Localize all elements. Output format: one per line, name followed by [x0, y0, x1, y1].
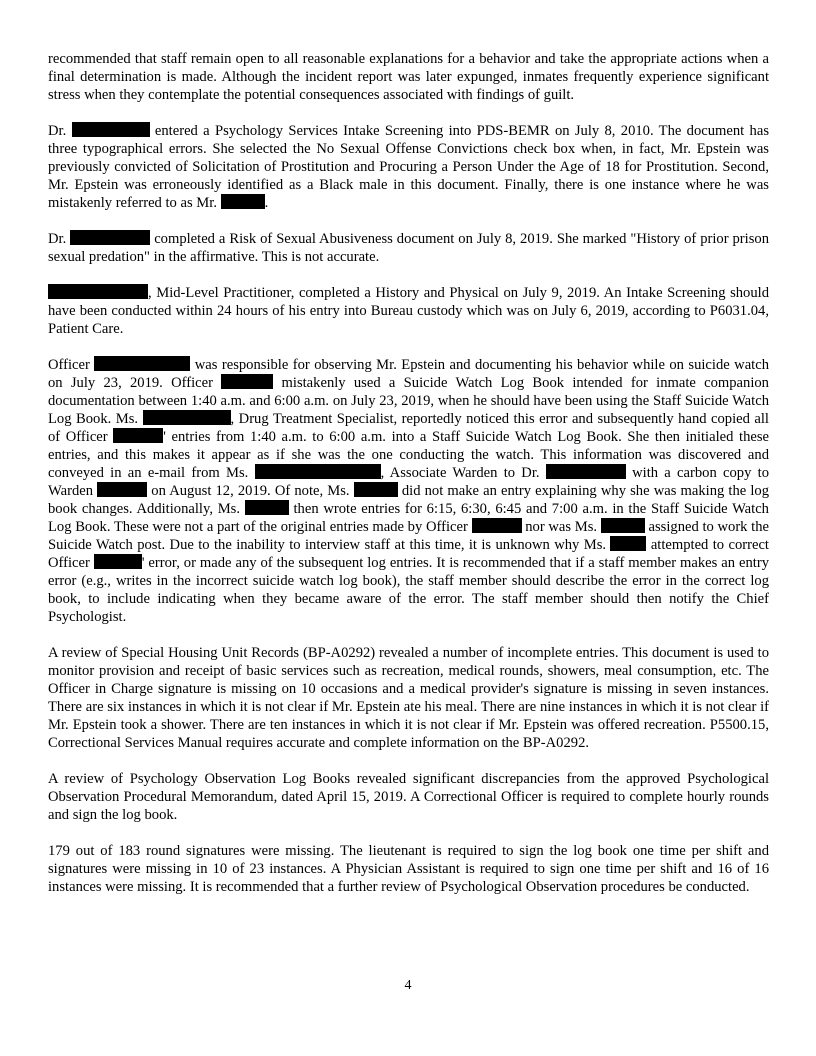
redaction-bar: [245, 500, 289, 515]
text-span: , Drug Treatment Specialist, reportedly noticed this error and subsequently hand copied all of Officer: [48, 411, 769, 445]
text-span: Dr.: [48, 231, 67, 247]
text-span: entered a Psychology Services Intake Screening into PDS-BEMR on July 8, 2010. The document has three typographical errors. She selected the No Sexual Offense Convictions check box when, in fact, Mr. Epstein was previously convicted of Solicitation of Prostitution and Procuring a Person Under the Age of 18 for Prostitution. Second, Mr. Epstein was erroneously identified as a Black male in this document. Finally, there is one instance where he was mistakenly referred to as Mr.: [48, 123, 769, 211]
paragraph-6: A review of Special Housing Unit Records (BP-A0292) revealed a number of incomplete entries. This document is used to monitor provision and receipt of basic services such as recreation, medical rounds, showers, meal consumption, etc. The Officer in Charge signature is missing on 10 occasions and a medical provider's signature is missing in seven instances. There are six instances in which it is not clear if Mr. Epstein ate his meal. There are nine instances in which it is not clear if Mr. Epstein took a shower. There are ten instances in which it is not clear if Mr. Epstein was offered recreation. P5500.15, Correctional Services Manual requires accurate and complete information on the BP-A0292.: [48, 645, 769, 751]
text-span: Officer: [48, 357, 90, 373]
redaction-bar: [113, 428, 163, 443]
paragraph-3: [48, 230, 769, 266]
text-span: , Mid-Level Practitioner, completed a History and Physical on July 9, 2019. An Intake Screening should have been conducted within 24 hours of his entry into Bureau custody which was on July 6, 2019, according to P6031.04, Patient Care.: [48, 285, 769, 337]
text-span: , Associate Warden to Dr.: [380, 465, 540, 481]
text-span: with a carbon copy to Warden: [48, 465, 769, 499]
text-span: then wrote entries for 6:15, 6:30, 6:45 and 7:00 a.m. in the Staff Suicide Watch Log Book. These were not a part of the original entries made by Officer: [48, 501, 769, 535]
redaction-bar: [221, 374, 273, 389]
paragraph-5: [48, 356, 769, 626]
redaction-bar: [601, 518, 645, 533]
text-span: was responsible for observing Mr. Epstein and documenting his behavior while on suicide watch on July 23, 2019. Officer: [48, 357, 769, 391]
redaction-bar: [472, 518, 522, 533]
text-span: assigned to work the Suicide Watch post. Due to the inability to interview staff at this time, it is unknown why Ms.: [48, 519, 770, 553]
paragraph-4: [48, 284, 769, 338]
paragraph-2: [48, 122, 769, 212]
page-number: 4: [404, 978, 412, 993]
paragraph-7: A review of Psychology Observation Log Books revealed significant discrepancies from the approved Psychological Observation Procedural Memorandum, dated April 15, 2019. A Correctional Officer is required to complete hourly rounds and sign the log book.: [48, 771, 769, 823]
redaction-bar: [97, 482, 147, 497]
text-span: Dr.: [48, 123, 67, 139]
redaction-bar: [354, 482, 398, 497]
redaction-bar: [72, 122, 150, 137]
redaction-bar: [70, 230, 150, 245]
paragraph-8: 179 out of 183 round signatures were missing. The lieutenant is required to sign the log book one time per shift and signatures were missing in 10 of 23 instances. A Physician Assistant is required to sign one time per shift and 16 of 16 instances were missing. It is recommended that a further review of Psychological Observation procedures be conducted.: [48, 843, 769, 895]
text-span: .: [264, 195, 269, 211]
text-span: attempted to correct Officer: [48, 537, 769, 571]
text-span: nor was Ms.: [525, 519, 598, 535]
text-span: ' entries from 1:40 a.m. to 6:00 a.m. into a Staff Suicide Watch Log Book. She then initialed these entries, and this makes it appear as if she was the one conducting the watch. This information was discovered and conveyed in an e-mail from Ms.: [48, 429, 770, 481]
text-span: on August 12, 2019. Of note, Ms.: [151, 483, 350, 499]
redaction-bar: [94, 554, 142, 569]
document-body: [48, 50, 769, 896]
text-span: mistakenly used a Suicide Watch Log Book intended for inmate companion documentation between 1:40 a.m. and 6:00 a.m. on July 23, 2019, when he should have been using the Staff Suicide Watch Log Book. Ms.: [48, 375, 769, 427]
redaction-bar: [255, 464, 381, 479]
paragraph-1: recommended that staff remain open to all reasonable explanations for a behavior and take the appropriate actions when a final determination is made. Although the incident report was later expunged, inmates frequently experience significant stress when they contemplate the potential consequences associated with findings of guilt.: [48, 51, 769, 103]
redaction-bar: [143, 410, 231, 425]
redaction-bar: [610, 536, 646, 551]
redaction-bar: [94, 356, 190, 371]
redaction-bar: [546, 464, 626, 479]
text-span: ' error, or made any of the subsequent log entries. It is recommended that if a staff member makes an entry error (e.g., writes in the incorrect suicide watch log book), the staff member should describe the error in the correct log book, to include indicating when they became aware of the error. The staff member should then notify the Chief Psychologist.: [48, 555, 769, 625]
redaction-bar: [48, 284, 148, 299]
text-span: completed a Risk of Sexual Abusiveness document on July 8, 2019. She marked "History of prior prison sexual predation" in the affirmative. This is not accurate.: [48, 231, 769, 265]
text-span: did not make an entry explaining why she was making the log book changes. Additionally, Ms.: [48, 483, 770, 517]
redaction-bar: [221, 194, 265, 209]
